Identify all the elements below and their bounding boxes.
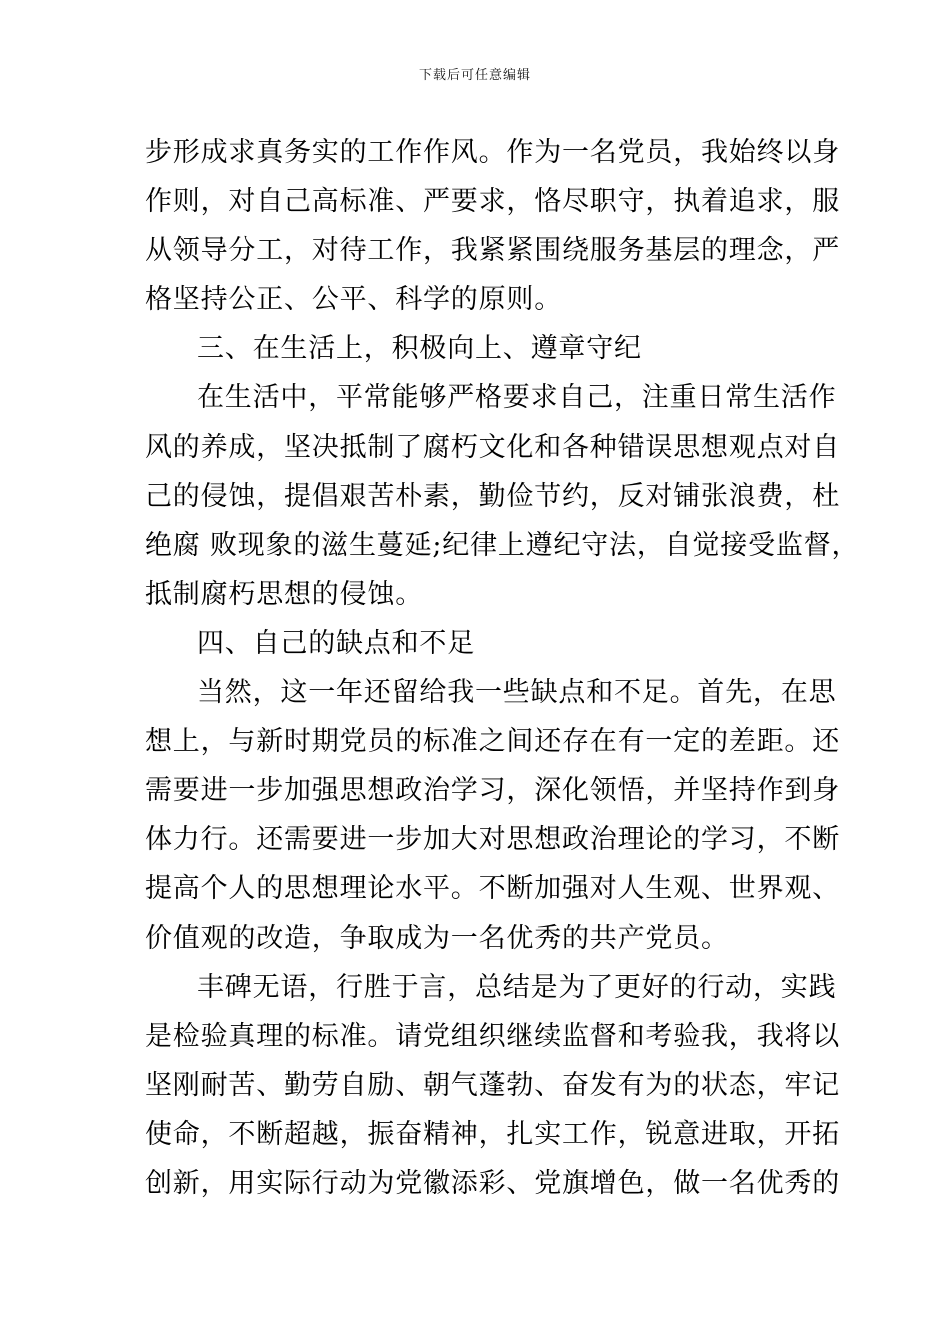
text-line: 创新，用实际行动为党徽添彩、党旗增色，做一名优秀的 [145, 1167, 840, 1199]
text-line: 是检验真理的标准。请党组织继续监督和考验我，我将以 [145, 1020, 840, 1052]
text-line: 想上，与新时期党员的标准之间还存在有一定的差距。还 [145, 726, 840, 758]
text-line: 提高个人的思想理论水平。不断加强对人生观、世界观、 [145, 873, 840, 905]
section-heading-4: 四、自己的缺点和不足 [197, 627, 475, 659]
text-line: 在生活中，平常能够严格要求自己，注重日常生活作 [197, 382, 837, 414]
text-line: 使命，不断超越，振奋精神，扎实工作，锐意进取，开拓 [145, 1118, 840, 1150]
text-line: 从领导分工，对待工作，我紧紧围绕服务基层的理念，严 [145, 235, 840, 267]
page-header: 下载后可任意编辑 [418, 68, 531, 83]
section-heading-3: 三、在生活上，积极向上、遵章守纪 [197, 333, 642, 365]
text-line: 当然，这一年还留给我一些缺点和不足。首先，在思 [197, 677, 837, 709]
text-line: 风的养成，坚决抵制了腐朽文化和各种错误思想观点对自 [145, 431, 840, 463]
document-body [145, 128, 860, 1208]
text-line: 丰碑无语，行胜于言，总结是为了更好的行动，实践 [197, 971, 837, 1003]
text-line: 价值观的改造，争取成为一名优秀的共产党员。 [145, 922, 729, 954]
text-line: 体力行。还需要进一步加大对思想政治理论的学习，不断 [145, 824, 840, 856]
text-line: 绝腐 败现象的滋生蔓延;纪律上遵纪守法，自觉接受监督， [145, 529, 860, 561]
text-line: 作则，对自己高标准、严要求，恪尽职守，执着追求，服 [145, 186, 840, 218]
text-line: 抵制腐朽思想的侵蚀。 [145, 578, 423, 610]
text-line: 步形成求真务实的工作作风。作为一名党员，我始终以身 [145, 137, 840, 168]
text-line: 己的侵蚀，提倡艰苦朴素，勤俭节约，反对铺张浪费，杜 [145, 480, 840, 512]
text-line: 格坚持公正、公平、科学的原则。 [145, 284, 562, 316]
text-line: 需要进一步加强思想政治学习，深化领悟，并坚持作到身 [145, 775, 840, 807]
text-line: 坚刚耐苦、勤劳自励、朝气蓬勃、奋发有为的状态，牢记 [145, 1069, 840, 1101]
